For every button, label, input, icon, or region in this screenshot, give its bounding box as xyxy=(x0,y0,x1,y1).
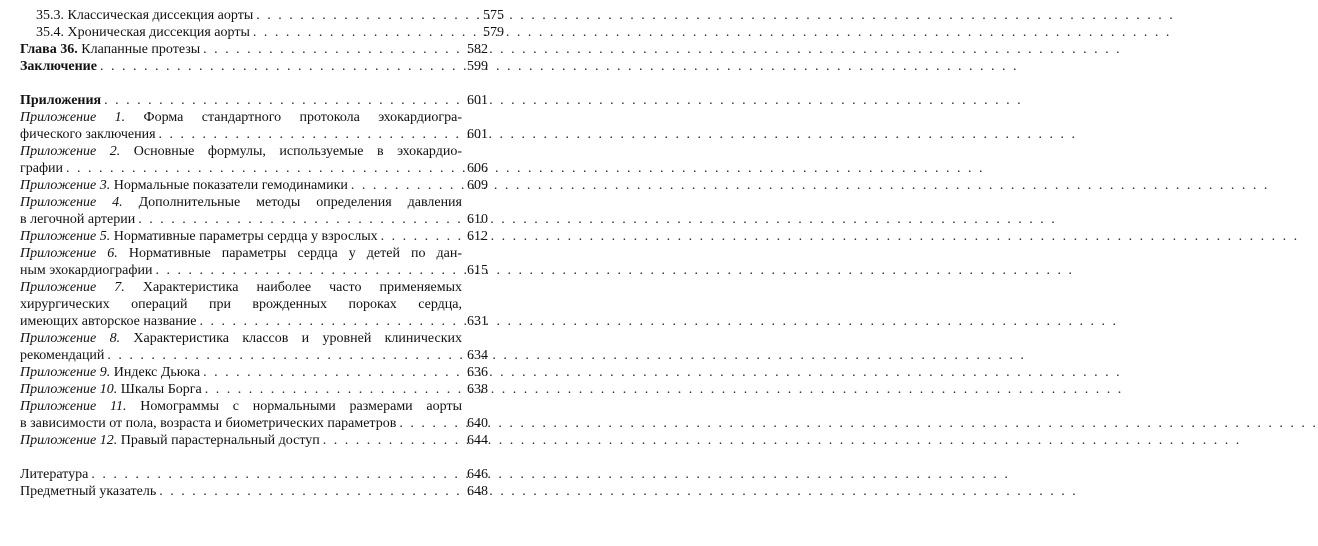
entry-title-line-1: Номограммы с нормальными размерами аорты xyxy=(126,399,462,414)
dot-leader xyxy=(107,347,459,364)
page-number: 631 xyxy=(467,314,488,329)
dot-leader xyxy=(159,483,459,500)
entry-title-line-2: ным эхокардиографии xyxy=(20,263,153,278)
dot-leader xyxy=(203,364,459,381)
entry-title-line-1: Дополнительные методы определения давления xyxy=(122,195,462,210)
appendix-number: Приложение 8. xyxy=(20,331,121,346)
toc-entry-appendix-7 xyxy=(20,279,488,330)
page-number: 636 xyxy=(467,365,488,380)
appendix-number: Приложение 11. xyxy=(20,399,127,414)
dot-leader xyxy=(138,211,459,228)
appendix-number: Приложение 6. xyxy=(20,246,118,261)
page-number: 579 xyxy=(483,25,504,40)
entry-title-line-3: имеющих авторское название xyxy=(20,314,197,329)
entry-title-line-2: графии xyxy=(20,161,64,176)
toc-entry-appendix-5 xyxy=(20,228,488,245)
page-number: 610 xyxy=(467,212,488,227)
page-number: 609 xyxy=(467,178,488,193)
page-number: 601 xyxy=(467,93,488,108)
toc-entry-literature xyxy=(20,466,488,483)
entry-title-line-2: в зависимости от пола, возраста и биометрических параметров xyxy=(20,416,397,431)
appendix-number: Приложение 9. xyxy=(20,365,111,380)
page-number: 634 xyxy=(467,348,488,363)
entry-title: Индекс Дьюка xyxy=(110,365,201,380)
dot-leader xyxy=(91,466,459,483)
entry-title: Правый парастернальный доступ xyxy=(117,433,320,448)
toc-entry-appendix-2 xyxy=(20,143,488,177)
dot-leader xyxy=(203,41,459,58)
toc-entry-appendix-4 xyxy=(20,194,488,228)
dot-leader xyxy=(205,381,459,398)
page-number: 606 xyxy=(467,161,488,176)
page-number: 638 xyxy=(467,382,488,397)
page-number: 601 xyxy=(467,127,488,142)
page-number: 615 xyxy=(467,263,488,278)
page-number: 648 xyxy=(467,484,488,499)
dot-leader xyxy=(199,313,459,330)
appendix-number: Приложение 7. xyxy=(20,280,125,295)
dot-leader xyxy=(351,177,459,194)
toc-entry-appendix-3 xyxy=(20,177,488,194)
entry-title: Заключение xyxy=(20,59,97,74)
entry-title: Предметный указатель xyxy=(20,484,157,499)
chapter-number: Глава 36. xyxy=(20,42,78,57)
entry-title-line-1: Характеристика наиболее часто применяемых xyxy=(124,280,463,295)
entry-title-line-2: в легочной артерии xyxy=(20,212,136,227)
page-number: 646 xyxy=(467,467,488,482)
appendix-number: Приложение 5. xyxy=(20,229,111,244)
toc-entry-appendix-10 xyxy=(20,381,488,398)
toc-entry-35-4 xyxy=(20,24,504,41)
dot-leader xyxy=(253,24,475,41)
dot-leader xyxy=(100,58,459,75)
toc-entry-appendix-8 xyxy=(20,330,488,364)
entry-title-line-2: хирургических операций при врожденных пороках сердца, xyxy=(20,297,462,312)
entry-title-line-1: Основные формулы, используемые в эхокардио- xyxy=(120,144,462,159)
entry-title-line-2: рекомендаций xyxy=(20,348,105,363)
toc-entry-appendix-6 xyxy=(20,245,488,279)
toc-entry-appendix-12 xyxy=(20,432,488,449)
toc-entry-35-3 xyxy=(20,7,504,24)
page-number: 640 xyxy=(467,416,488,431)
dot-leader xyxy=(381,228,459,245)
dot-leader xyxy=(323,432,459,449)
entry-title-line-1: Форма стандартного протокола эхокардиогра- xyxy=(125,110,462,125)
toc-entry-appendix-9 xyxy=(20,364,488,381)
toc-entry-conclusion xyxy=(20,58,488,75)
entry-title-line-1: Характеристика классов и уровней клинических xyxy=(120,331,463,346)
entry-title: 35.3. Классическая диссекция аорты xyxy=(36,8,254,23)
entry-title: Шкалы Борга xyxy=(117,382,202,397)
appendix-number: Приложение 4. xyxy=(20,195,123,210)
toc-entry-appendices xyxy=(20,92,488,109)
page-number: 644 xyxy=(467,433,488,448)
page-number: 612 xyxy=(467,229,488,244)
entry-title: 35.4. Хроническая диссекция аорты xyxy=(36,25,250,40)
toc-entry-appendix-1 xyxy=(20,109,488,143)
appendix-number: Приложение 2. xyxy=(20,144,121,159)
appendix-number: Приложение 1. xyxy=(20,110,126,125)
entry-title: Приложения xyxy=(20,93,102,108)
dot-leader xyxy=(159,126,459,143)
appendix-number: Приложение 10. xyxy=(20,382,118,397)
page-number: 599 xyxy=(467,59,488,74)
toc-entry-chapter-36 xyxy=(20,41,488,58)
page-number: 582 xyxy=(467,42,488,57)
toc-entry-appendix-11 xyxy=(20,398,488,432)
table-of-contents xyxy=(20,7,504,500)
entry-title: Литература xyxy=(20,467,89,482)
toc-entry-subject-index xyxy=(20,483,488,500)
entry-title: Нормальные показатели гемодинамики xyxy=(110,178,348,193)
page-number: 575 xyxy=(483,8,504,23)
entry-title-line-2: фического заключения xyxy=(20,127,156,142)
dot-leader xyxy=(256,7,475,24)
entry-title: Нормативные параметры сердца у взрослых xyxy=(110,229,378,244)
entry-title-line-1: Нормативные параметры сердца у детей по дан- xyxy=(117,246,462,261)
appendix-number: Приложение 3. xyxy=(20,178,111,193)
dot-leader xyxy=(66,160,459,177)
entry-title: Клапанные протезы xyxy=(77,42,201,57)
dot-leader xyxy=(155,262,459,279)
dot-leader xyxy=(104,92,459,109)
appendix-number: Приложение 12. xyxy=(20,433,118,448)
dot-leader xyxy=(399,415,459,432)
